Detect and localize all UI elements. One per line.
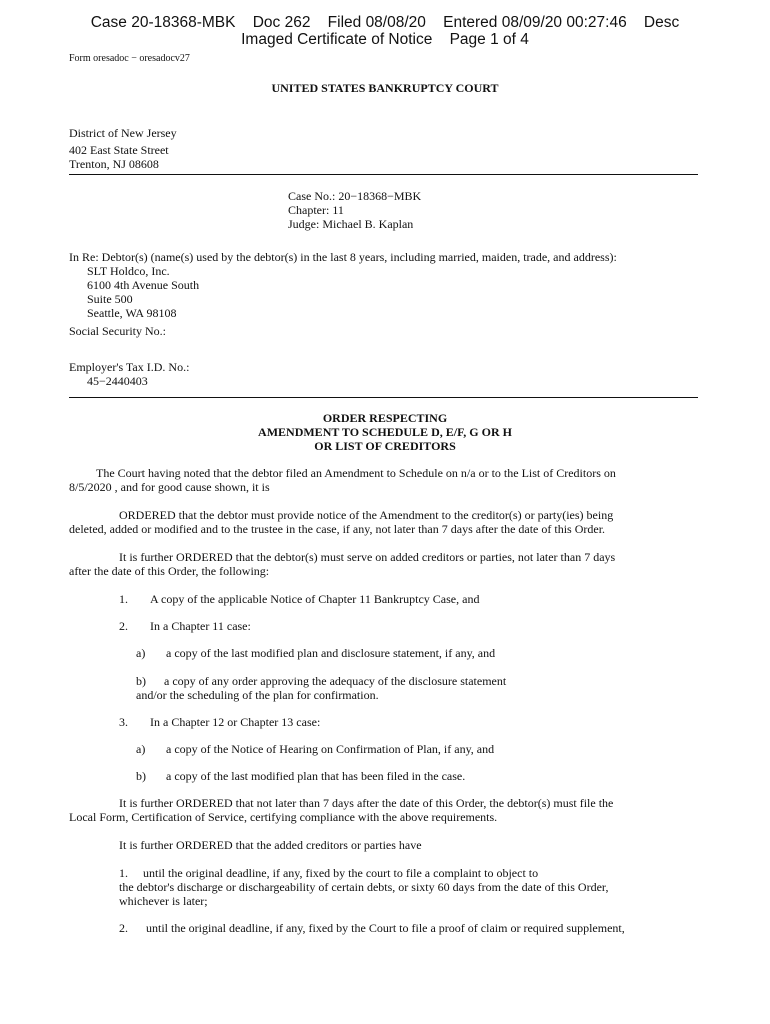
list-number: 2. xyxy=(119,921,128,935)
divider xyxy=(69,174,698,175)
list-item-text: until the original deadline, if any, fixed by the Court to file a proof of claim or required supplement, xyxy=(146,921,625,935)
sub-item-text: a copy of the last modified plan and disclosure statement, if any, and xyxy=(166,646,496,660)
sub-item-text: b) a copy of any order approving the adequacy of the disclosure statement xyxy=(136,674,507,688)
list-number: 1. xyxy=(119,592,128,606)
paragraph-line: 8/5/2020 , and for good cause shown, it is xyxy=(69,480,270,494)
tax-id-label: Employer's Tax I.D. No.: xyxy=(69,360,190,374)
tax-id-value: 45−2440403 xyxy=(87,374,148,388)
list-item-text: In a Chapter 11 case: xyxy=(150,619,251,633)
paragraph-line: the debtor's discharge or dischargeability of certain debts, or sixty 60 days from the date of this Order, xyxy=(119,880,609,894)
paragraph-line: 1. until the original deadline, if any, fixed by the court to file a complaint to object to xyxy=(119,866,539,880)
paragraph-line: whichever is later; xyxy=(119,894,208,908)
paragraph-line: after the date of this Order, the following: xyxy=(69,564,270,578)
paragraph-line: deleted, added or modified and to the trustee in the case, if any, not later than 7 days after the date of this Order. xyxy=(69,522,606,536)
court-address-line: 402 East State Street xyxy=(69,143,169,157)
header-stamp-line2: Imaged Certificate of Notice Page 1 of 4 xyxy=(241,31,529,48)
court-address-line: District of New Jersey xyxy=(69,126,177,140)
list-number: 3. xyxy=(119,715,128,729)
divider xyxy=(69,397,698,398)
debtor-line: SLT Holdco, Inc. xyxy=(87,264,170,278)
paragraph-line: Local Form, Certification of Service, certifying compliance with the above requirements. xyxy=(69,810,498,824)
list-item-text: A copy of the applicable Notice of Chapter 11 Bankruptcy Case, and xyxy=(150,592,480,606)
in-re-intro: In Re: Debtor(s) (name(s) used by the debtor(s) in the last 8 years, including married, maiden, trade, and address): xyxy=(69,250,617,264)
court-address-line: Trenton, NJ 08608 xyxy=(69,157,159,171)
sub-item-letter: b) xyxy=(136,769,146,783)
debtor-line: 6100 4th Avenue South xyxy=(87,278,200,292)
order-title-line: OR LIST OF CREDITORS xyxy=(314,439,456,453)
paragraph-line: The Court having noted that the debtor filed an Amendment to Schedule on n/a or to the List of Creditors on xyxy=(96,466,616,480)
sub-item-text: a copy of the Notice of Hearing on Confirmation of Plan, if any, and xyxy=(166,742,495,756)
sub-item-letter: a) xyxy=(136,646,146,660)
case-number: Case No.: 20−18368−MBK xyxy=(288,189,422,203)
list-item-text: In a Chapter 12 or Chapter 13 case: xyxy=(150,715,321,729)
order-title-line: ORDER RESPECTING xyxy=(322,411,448,425)
paragraph-line: It is further ORDERED that the debtor(s) must serve on added creditors or parties, not later than 7 days xyxy=(119,550,616,564)
judge: Judge: Michael B. Kaplan xyxy=(288,217,414,231)
paragraph-line: ORDERED that the debtor must provide notice of the Amendment to the creditor(s) or party(ies) being xyxy=(119,508,614,522)
paragraph-line: It is further ORDERED that not later than 7 days after the date of this Order, the debtor(s) must file the xyxy=(119,796,614,810)
ssn-label: Social Security No.: xyxy=(69,324,166,338)
sub-item-text: a copy of the last modified plan that has been filed in the case. xyxy=(166,769,466,783)
debtor-line: Suite 500 xyxy=(87,292,133,306)
court-title: UNITED STATES BANKRUPTCY COURT xyxy=(271,81,499,95)
paragraph-line: It is further ORDERED that the added creditors or parties have xyxy=(119,838,422,852)
list-number: 2. xyxy=(119,619,128,633)
header-stamp-line1: Case 20-18368-MBK Doc 262 Filed 08/08/20 Entered 08/09/20 00:27:46 Desc xyxy=(90,14,680,31)
sub-item-text: and/or the scheduling of the plan for confirmation. xyxy=(136,688,379,702)
order-title-line: AMENDMENT TO SCHEDULE D, E/F, G OR H xyxy=(258,425,512,439)
sub-item-letter: a) xyxy=(136,742,146,756)
debtor-line: Seattle, WA 98108 xyxy=(87,306,177,320)
form-id: Form oresadoc − oresadocv27 xyxy=(69,53,190,64)
chapter: Chapter: 11 xyxy=(288,203,344,217)
